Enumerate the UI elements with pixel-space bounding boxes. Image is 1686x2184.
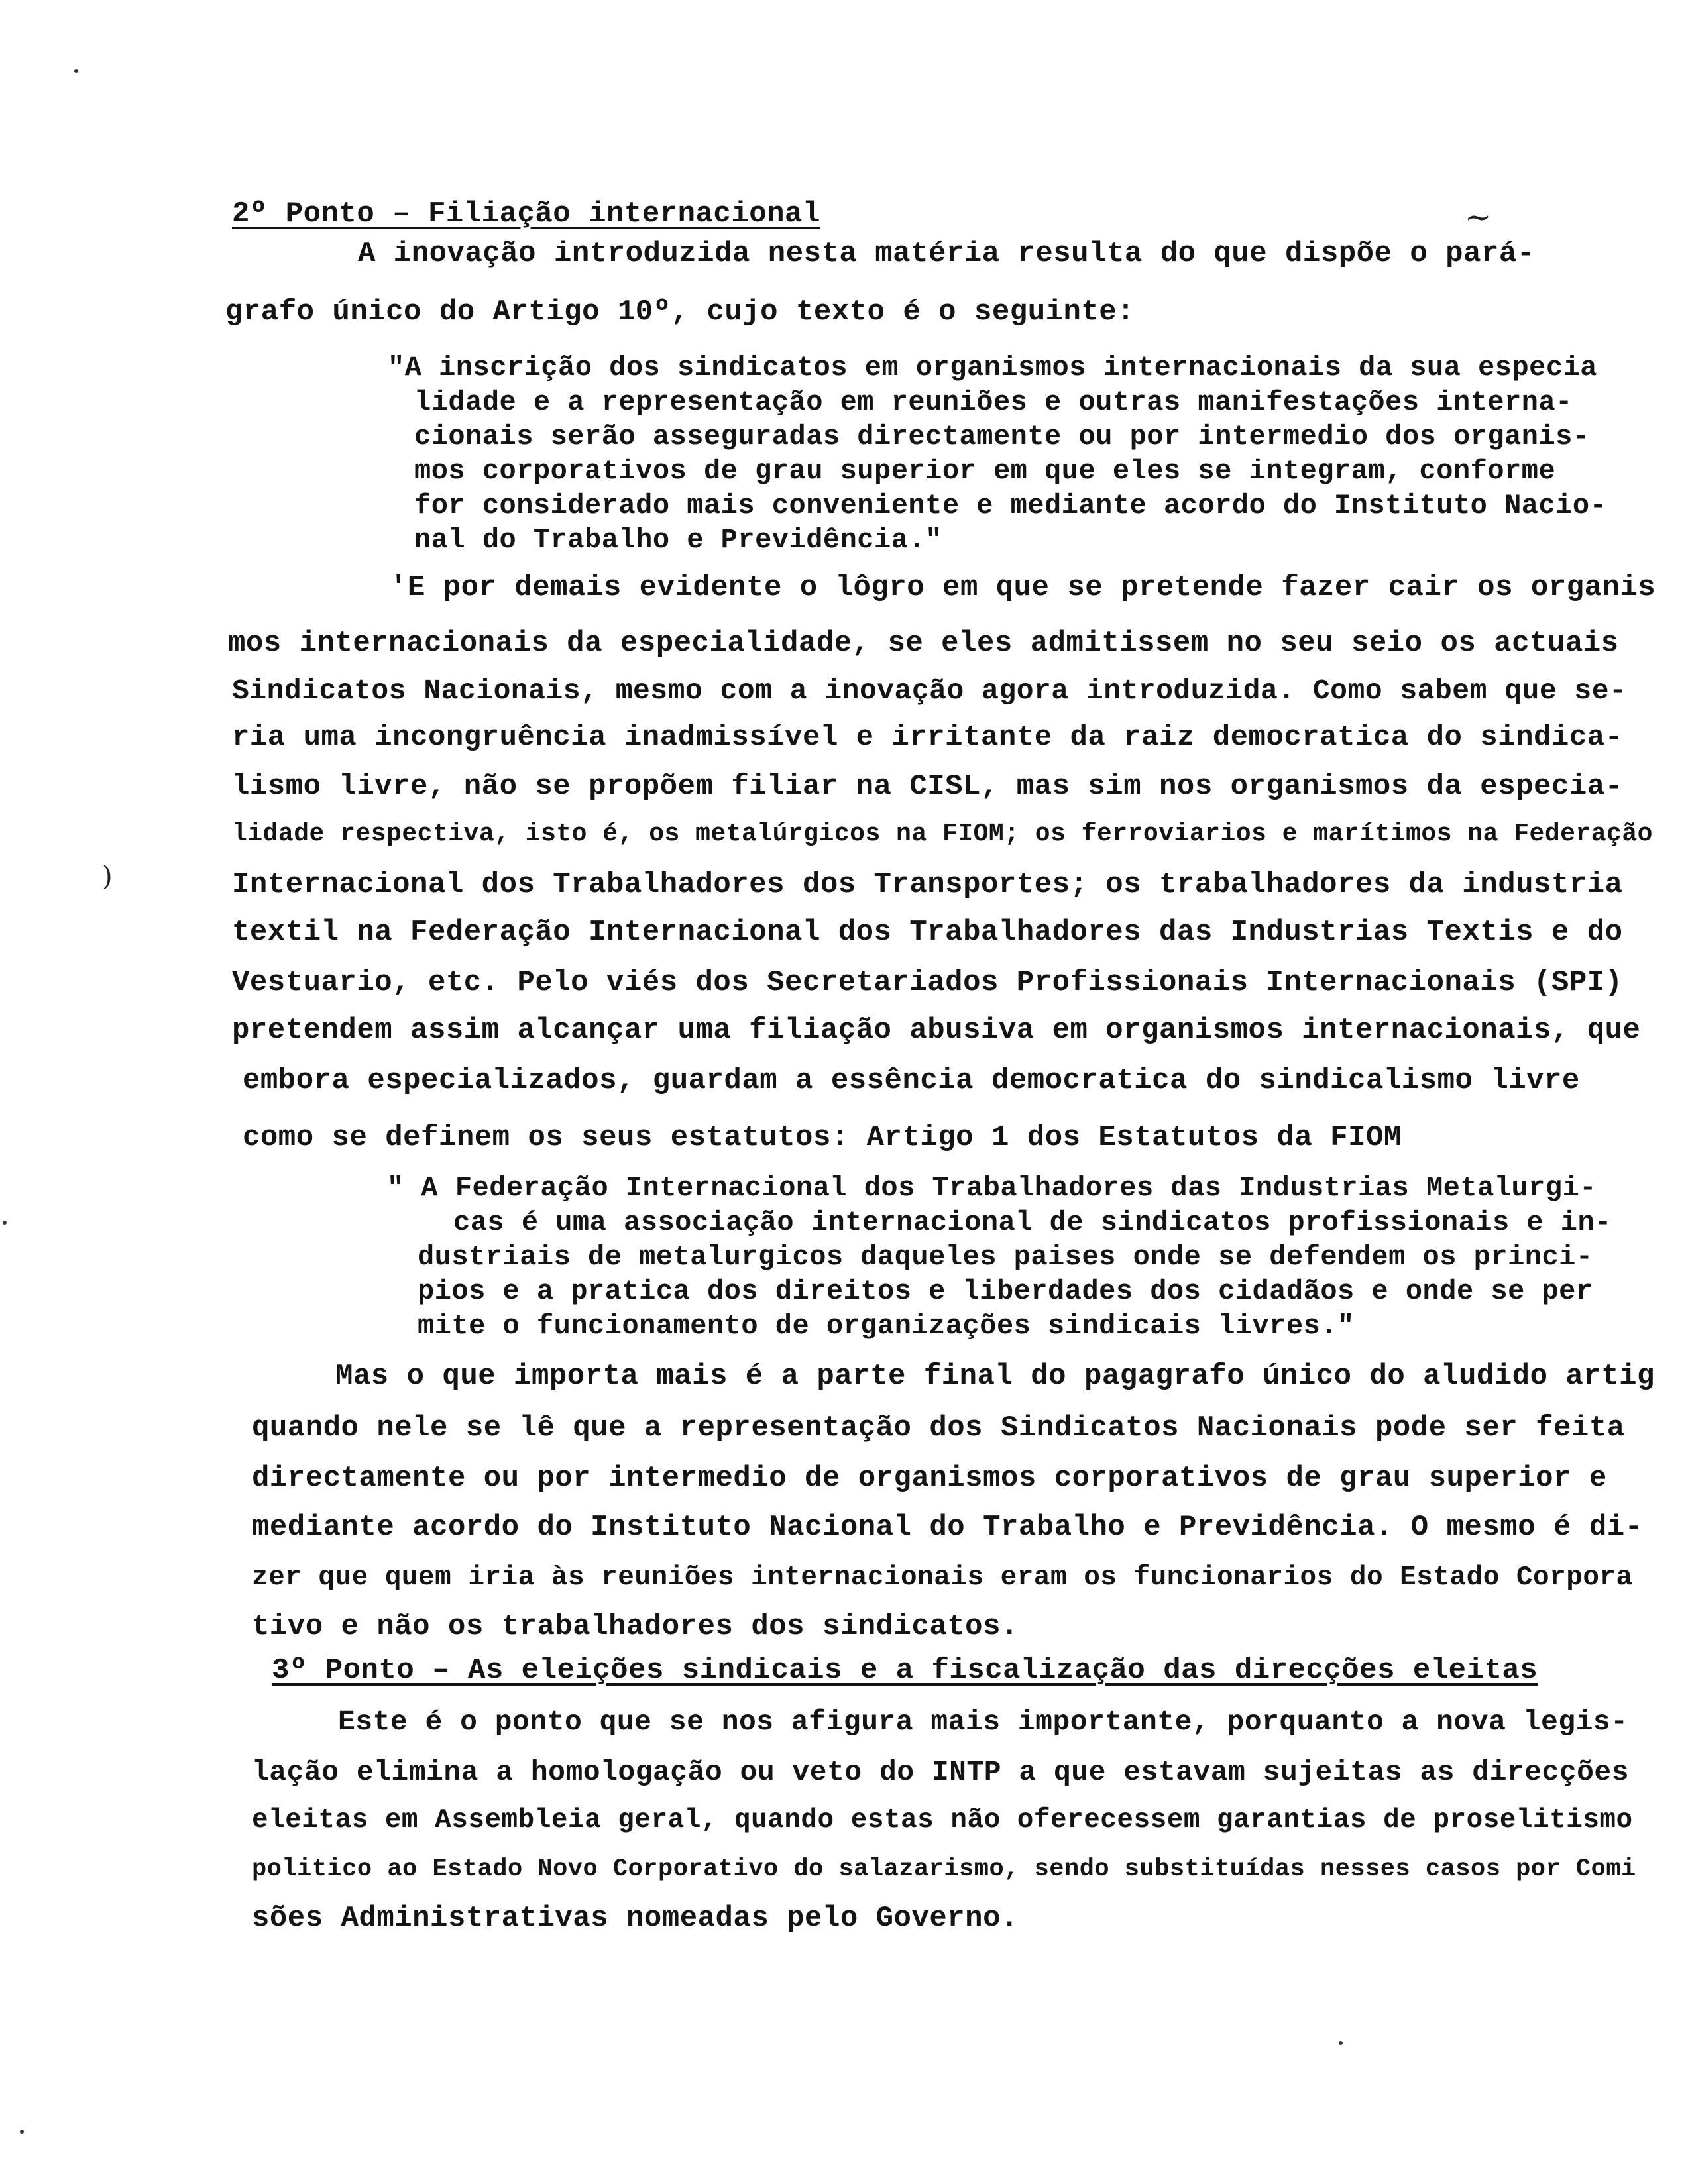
scan-speck: [1339, 2041, 1343, 2045]
paragraph-line: pretendem assim alcançar uma filiação abusiva em organismos internacionais, que: [232, 1014, 1641, 1047]
quote-line: pios e a pratica dos direitos e liberdades dos cidadãos e onde se per: [418, 1276, 1593, 1307]
quote-line: mos corporativos de grau superior em que eles se integram, conforme: [414, 455, 1556, 487]
paragraph-line: como se definem os seus estatutos: Artigo 1 dos Estatutos da FIOM: [243, 1121, 1402, 1154]
section-heading-2: 2º Ponto – Filiação internacional: [232, 197, 820, 231]
paragraph-line: mos internacionais da especialidade, se eles admitissem no seu seio os actuais: [228, 627, 1619, 660]
paragraph-line: lação elimina a homologação ou veto do INTP a que estavam sujeitas as direcções: [252, 1756, 1630, 1788]
paragraph-line: textil na Federação Internacional dos Trabalhadores das Industrias Textis e do: [232, 916, 1623, 949]
quote-line: mite o funcionamento de organizações sindicais livres.": [418, 1310, 1355, 1342]
paragraph-line: Este é o ponto que se nos afigura mais importante, porquanto a nova legis-: [338, 1706, 1628, 1738]
quote-line: "A inscrição dos sindicatos em organismos internacionais da sua especia: [388, 352, 1597, 384]
paragraph-line: eleitas em Assembleia geral, quando estas não oferecessem garantias de proselitismo: [252, 1805, 1633, 1835]
section-heading-3: 3º Ponto – As eleições sindicais e a fiscalização das direcções eleitas: [272, 1654, 1538, 1687]
scan-speck: [74, 69, 78, 73]
quote-line: nal do Trabalho e Previdência.": [414, 524, 942, 556]
paragraph-line: sões Administrativas nomeadas pelo Governo.: [252, 1902, 1019, 1935]
quote-line: lidade e a representação em reuniões e outras manifestações interna-: [414, 386, 1573, 418]
paragraph-line: zer que quem iria às reuniões internacionais eram os funcionarios do Estado Corpora: [252, 1562, 1633, 1593]
paragraph-line: Vestuario, etc. Pelo viés dos Secretariados Profissionais Internacionais (SPI): [232, 966, 1623, 999]
paragraph-line: tivo e não os trabalhadores dos sindicatos.: [252, 1610, 1019, 1643]
paragraph-line: mediante acordo do Instituto Nacional do Trabalho e Previdência. O mesmo é di-: [252, 1511, 1643, 1544]
paragraph-line: politico ao Estado Novo Corporativo do salazarismo, sendo substituídas nesses casos por Comi: [252, 1855, 1636, 1883]
scan-speck: [20, 2130, 24, 2134]
scan-speck: [3, 1221, 7, 1225]
handwritten-check-mark: ~: [1465, 199, 1492, 236]
margin-bracket-mark: ): [102, 861, 113, 892]
quote-line: " A Federação Internacional dos Trabalhadores das Industrias Metalurgi-: [387, 1172, 1597, 1204]
quote-line: cionais serão asseguradas directamente ou por intermedio dos organis-: [414, 421, 1590, 453]
paragraph-line: A inovação introduzida nesta matéria resulta do que dispõe o pará-: [358, 237, 1535, 270]
paragraph-line: lidade respectiva, isto é, os metalúrgicos na FIOM; os ferroviarios e marítimos na Federação: [232, 820, 1653, 848]
paragraph-line: quando nele se lê que a representação dos Sindicatos Nacionais pode ser feita: [252, 1411, 1625, 1445]
quote-line: for considerado mais conveniente e mediante acordo do Instituto Nacio-: [414, 490, 1607, 521]
paragraph-line: grafo único do Artigo 10º, cujo texto é o seguinte:: [225, 296, 1135, 329]
quote-line: dustriais de metalurgicos daqueles paises onde se defendem os princi-: [418, 1241, 1593, 1273]
paragraph-line: lismo livre, não se propõem filiar na CISL, mas sim nos organismos da especia-: [232, 770, 1623, 803]
paragraph-line: 'E por demais evidente o lôgro em que se pretende fazer cair os organis: [390, 571, 1656, 604]
paragraph-line: Mas o que importa mais é a parte final do pagagrafo único do aludido artig: [335, 1360, 1655, 1393]
paragraph-line: embora especializados, guardam a essência democratica do sindicalismo livre: [243, 1064, 1580, 1097]
paragraph-line: directamente ou por intermedio de organismos corporativos de grau superior e: [252, 1462, 1607, 1495]
quote-line: cas é uma associação internacional de sindicatos profissionais e in-: [453, 1207, 1612, 1238]
paragraph-line: ria uma incongruência inadmissível e irritante da raiz democratica do sindica-: [232, 721, 1623, 754]
paragraph-line: Sindicatos Nacionais, mesmo com a inovação agora introduzida. Como sabem que se-: [232, 675, 1627, 707]
paragraph-line: Internacional dos Trabalhadores dos Transportes; os trabalhadores da industria: [232, 868, 1623, 901]
